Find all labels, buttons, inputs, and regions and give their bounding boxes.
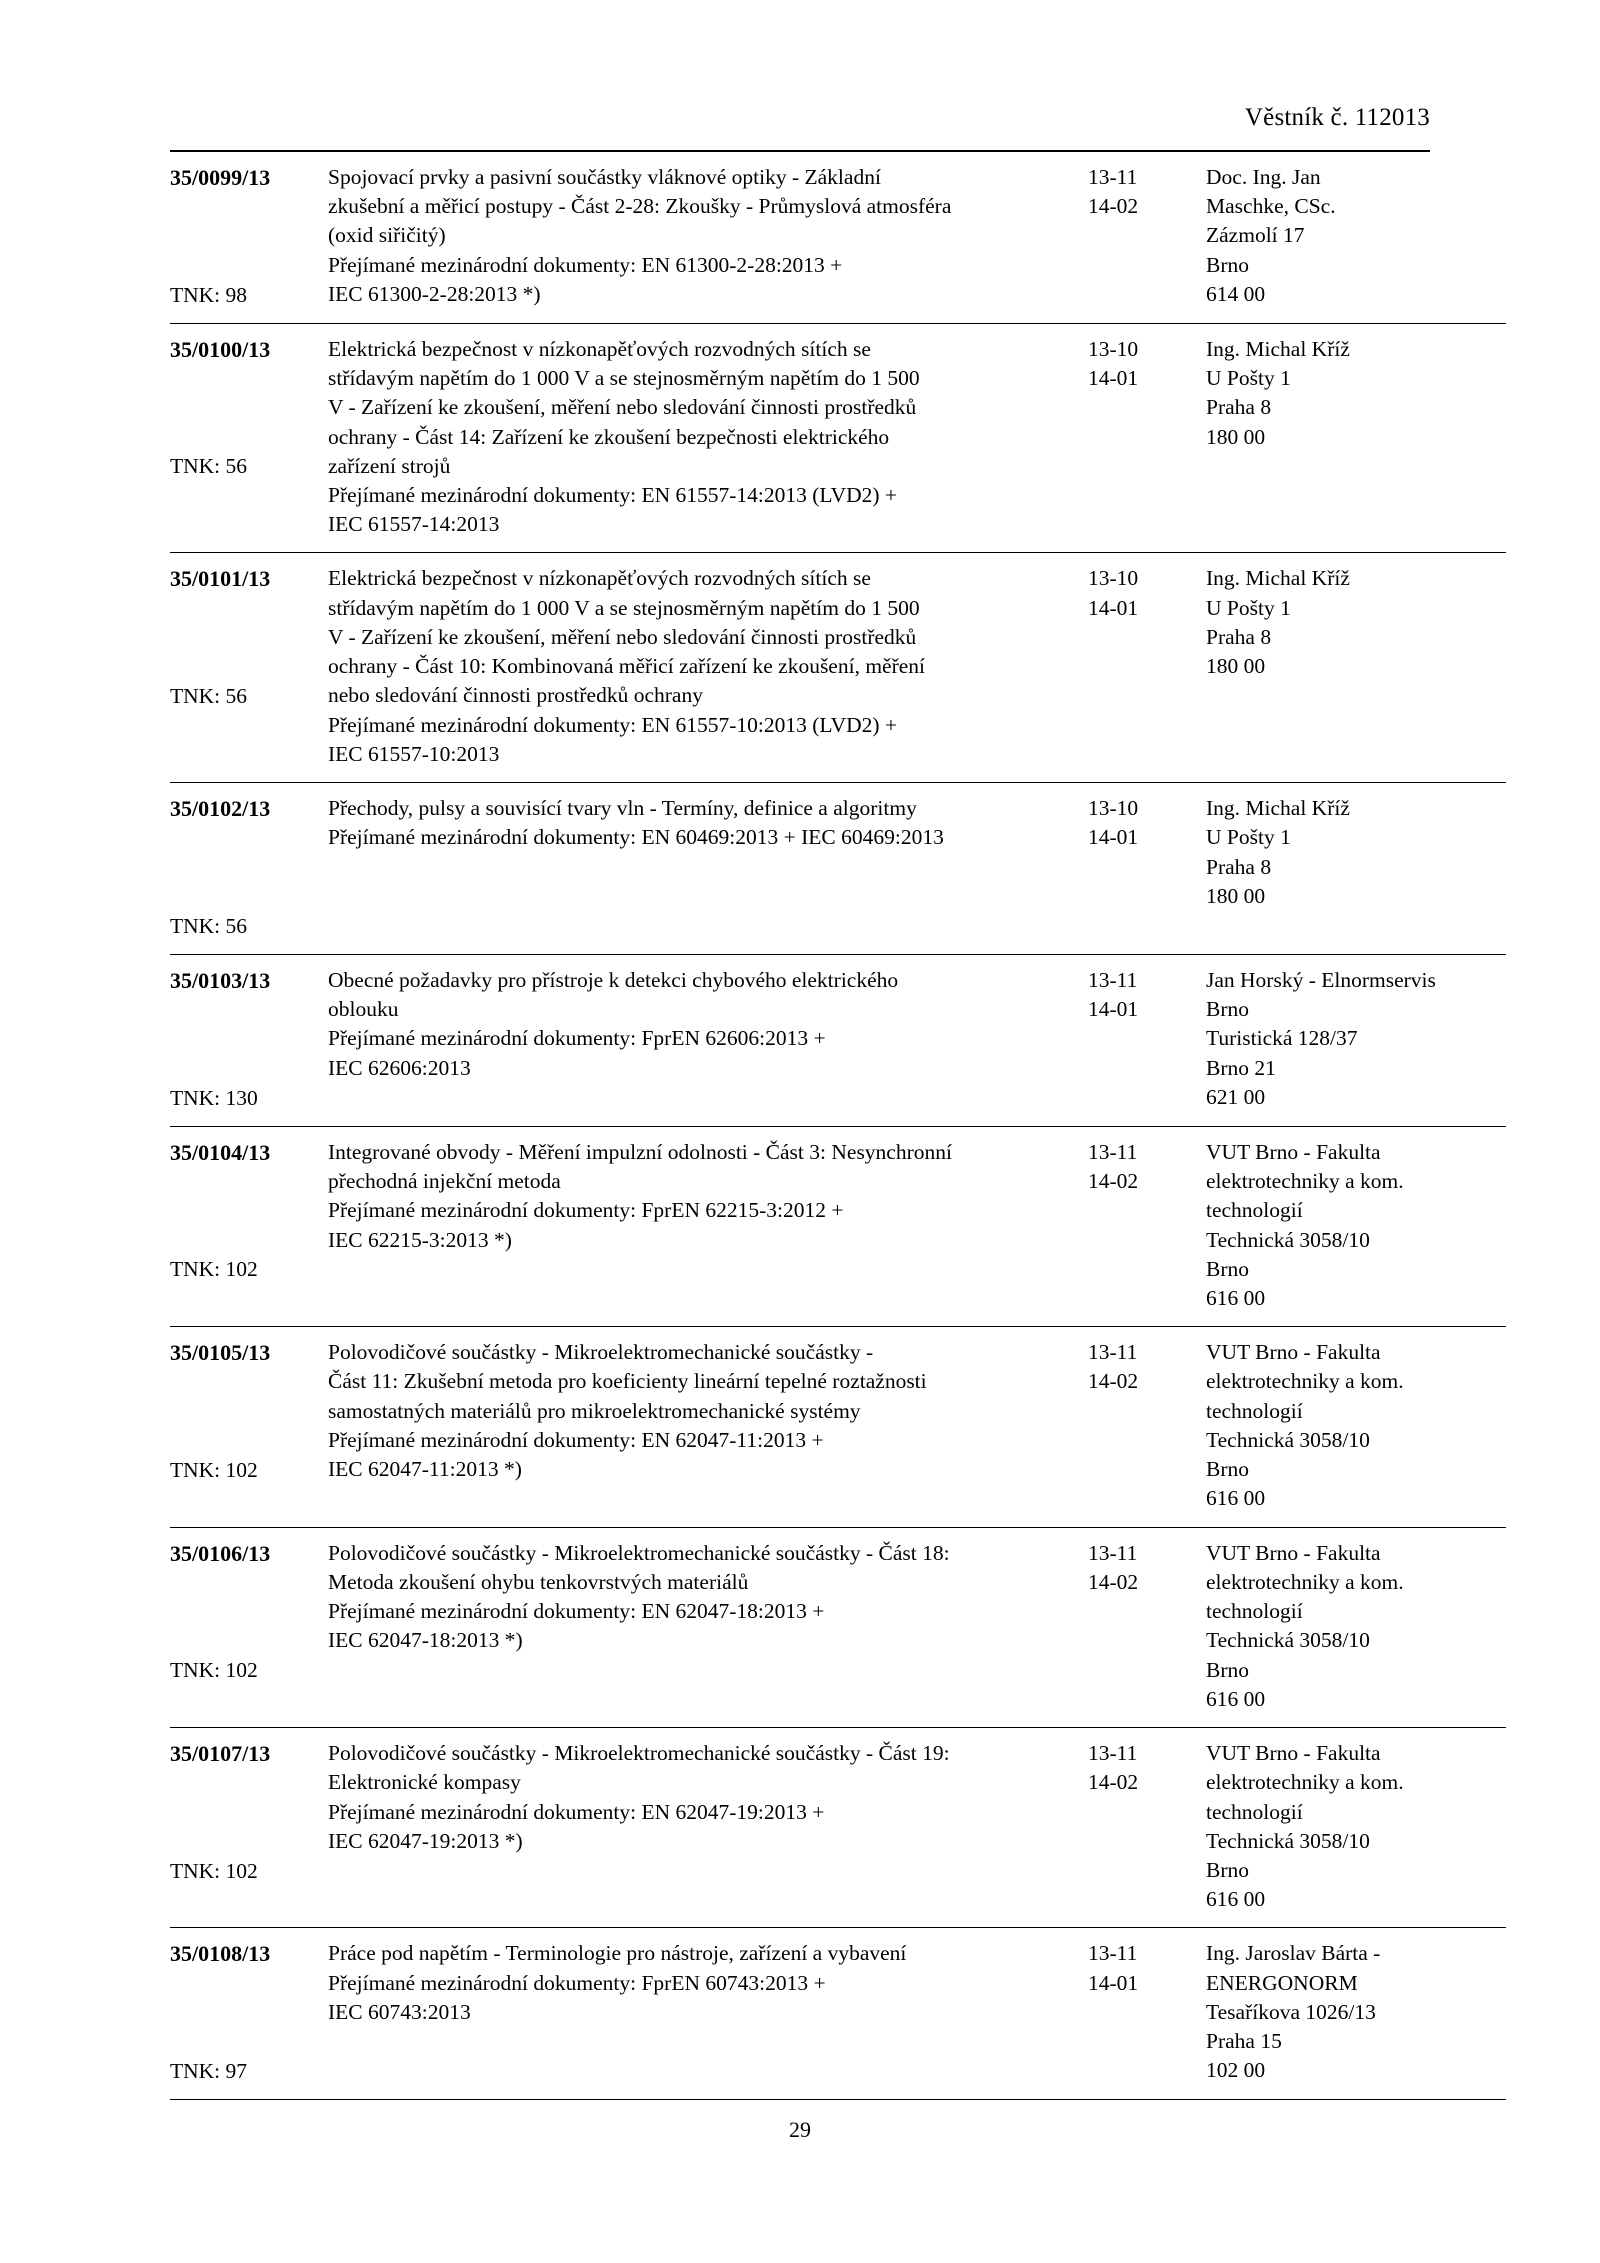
entry-contact-line: Brno [1206,1457,1249,1482]
entry-date: 14-02 [1088,1169,1139,1194]
entry-contact-line: 616 00 [1206,1887,1266,1912]
entry-title-line: Integrované obvody - Měření impulzní odolnosti - Část 3: Nesynchronní [328,1139,952,1164]
page-number: 29 [789,2117,811,2142]
entry-date: 14-02 [1088,194,1139,219]
standards-table-body [170,152,1506,2100]
spacer-line [170,824,328,853]
entry-dates-cell [1088,1928,1206,2100]
entry-contact-line: VUT Brno - Fakulta [1206,1741,1381,1766]
entry-code: 35/0100/13 [170,336,271,362]
entry-tnk: TNK: 56 [170,684,248,709]
entry-code-cell [170,1728,328,1928]
entry-contact-line: U Pošty 1 [1206,366,1291,391]
spacer-line [170,365,328,394]
spacer-line [170,222,328,251]
entry-contact-cell [1206,1928,1506,2100]
entry-dates-cell [1088,323,1206,553]
entry-date: 13-11 [1088,967,1138,992]
entry-code: 35/0102/13 [170,796,271,822]
entry-contact-cell [1206,1126,1506,1326]
spacer-line [170,1969,328,1998]
entry-dates-cell [1088,553,1206,783]
entry-contact-line: Brno 21 [1206,1055,1276,1080]
entry-tnk: TNK: 98 [170,282,248,307]
entry-title-line: IEC 62047-18:2013 *) [328,1628,523,1653]
table-row [170,783,1506,955]
entry-title-line: Polovodičové součástky - Mikroelektromechanické součástky - [328,1340,874,1365]
entry-tnk: TNK: 97 [170,2059,248,2084]
entry-contact-line: technologií [1206,1599,1303,1624]
entry-code-cell [170,152,328,323]
table-row [170,1327,1506,1527]
entry-title-line: Přejímané mezinárodní dokumenty: FprEN 62215-3:2012 + [328,1198,844,1223]
entry-contact-line: 616 00 [1206,1686,1266,1711]
spacer-line [170,1368,328,1397]
spacer-line [170,853,328,882]
entry-code: 35/0107/13 [170,1741,271,1767]
entry-contact-cell [1206,553,1506,783]
entry-contact-line: Zázmolí 17 [1206,223,1305,248]
entry-dates-cell [1088,954,1206,1126]
entry-contact-line: Brno [1206,997,1249,1022]
entry-code: 35/0106/13 [170,1540,271,1566]
entry-tnk: TNK: 56 [170,454,248,479]
entry-contact-line: 621 00 [1206,1084,1266,1109]
entry-date: 13-10 [1088,336,1139,361]
entry-contact-line: Brno [1206,1657,1249,1682]
entry-date: 14-02 [1088,1569,1139,1594]
entry-title-line: IEC 60743:2013 [328,1999,471,2024]
entry-title-line: IEC 62047-11:2013 *) [328,1457,522,1482]
entry-dates-cell [1088,783,1206,955]
table-row [170,553,1506,783]
entry-title-line: IEC 62215-3:2013 *) [328,1227,512,1252]
entry-title-line: Přejímané mezinárodní dokumenty: EN 62047-18:2013 + [328,1599,825,1624]
entry-date: 14-01 [1088,595,1139,620]
entry-date: 14-01 [1088,997,1139,1022]
entry-code-cell [170,1928,328,2100]
spacer-line [170,996,328,1025]
table-row [170,1527,1506,1727]
table-row [170,323,1506,553]
entry-title-cell [328,152,1088,323]
spacer-line [170,1025,328,1054]
entry-title-line: (oxid siřičitý) [328,223,446,248]
spacer-line [170,1168,328,1197]
entry-date: 13-11 [1088,1139,1138,1164]
entry-contact-line: Technická 3058/10 [1206,1828,1370,1853]
entry-contact-line: ENERGONORM [1206,1970,1358,1995]
entry-title-line: Spojovací prvky a pasivní součástky vláknové optiky - Základní [328,165,881,189]
entry-title-line: Přejímané mezinárodní dokumenty: EN 62047-19:2013 + [328,1799,825,1824]
entry-contact-line: 180 00 [1206,654,1266,679]
spacer-line [170,1769,328,1798]
spacer-line [170,423,328,452]
spacer-line [170,1798,328,1827]
entry-title-line: přechodná injekční metoda [328,1169,561,1194]
entry-contact-line: Technická 3058/10 [1206,1628,1370,1653]
entry-title-line: Přejímané mezinárodní dokumenty: FprEN 60743:2013 + [328,1970,826,1995]
entry-date: 13-10 [1088,566,1139,591]
entries-container [170,150,1436,2100]
entry-tnk: TNK: 130 [170,1085,258,1110]
entry-title-cell [328,783,1088,955]
entry-contact-line: elektrotechniky a kom. [1206,1569,1404,1594]
entry-contact-line: elektrotechniky a kom. [1206,1169,1404,1194]
spacer-line [170,1054,328,1083]
spacer-line [170,1598,328,1627]
entry-contact-cell [1206,783,1506,955]
entry-tnk: TNK: 102 [170,1257,258,1282]
entry-contact-line: 102 00 [1206,2058,1266,2083]
entry-title-cell [328,1327,1088,1527]
entry-code-cell [170,1126,328,1326]
entry-title-line: V - Zařízení ke zkoušení, měření nebo sledování činnosti prostředků [328,624,917,649]
entry-date: 13-11 [1088,1340,1138,1365]
entry-contact-line: 180 00 [1206,883,1266,908]
entry-title-line: IEC 61557-10:2013 [328,741,500,766]
entry-contact-line: 614 00 [1206,281,1266,306]
entry-dates-cell [1088,1327,1206,1527]
entry-title-line: IEC 61300-2-28:2013 *) [328,281,541,306]
entry-contact-line: Jan Horský - Elnormservis [1206,967,1436,992]
entry-title-line: Metoda zkoušení ohybu tenkovrstvých materiálů [328,1569,749,1594]
table-row [170,152,1506,323]
entry-tnk: TNK: 102 [170,1457,258,1482]
entry-date: 13-10 [1088,796,1139,821]
entry-title-line: Přejímané mezinárodní dokumenty: EN 62047-11:2013 + [328,1427,824,1452]
entry-contact-line: Brno [1206,1256,1249,1281]
spacer-line [170,1999,328,2028]
entry-title-line: IEC 61557-14:2013 [328,512,500,537]
entry-date: 14-02 [1088,1369,1139,1394]
entry-code-cell [170,323,328,553]
entry-tnk: TNK: 56 [170,913,248,938]
entry-dates-cell [1088,152,1206,323]
entry-contact-line: Brno [1206,1857,1249,1882]
table-row [170,1928,1506,2100]
entry-contact-line: Doc. Ing. Jan [1206,165,1321,189]
entry-contact-line: Ing. Michal Kříž [1206,796,1350,821]
entry-contact-line: technologií [1206,1398,1303,1423]
entry-code: 35/0105/13 [170,1340,271,1366]
entry-contact-cell [1206,1527,1506,1727]
page-footer [0,2117,1600,2143]
entry-title-line: samostatných materiálů pro mikroelektromechanické systémy [328,1398,861,1423]
entry-title-line: zkušební a měřicí postupy - Část 2-28: Zkoušky - Průmyslová atmosféra [328,194,952,219]
spacer-line [170,1627,328,1656]
entry-title-line: IEC 62047-19:2013 *) [328,1828,523,1853]
entry-title-line: Přejímané mezinárodní dokumenty: FprEN 62606:2013 + [328,1026,826,1051]
spacer-line [170,251,328,280]
entry-contact-line: technologií [1206,1799,1303,1824]
entry-title-line: IEC 62606:2013 [328,1055,471,1080]
entry-title-line: Práce pod napětím - Terminologie pro nástroje, zařízení a vybavení [328,1941,907,1966]
entry-contact-line: VUT Brno - Fakulta [1206,1540,1381,1565]
entry-title-line: oblouku [328,997,399,1022]
standards-table [170,152,1506,2100]
entry-contact-cell [1206,152,1506,323]
entry-tnk: TNK: 102 [170,1658,258,1683]
spacer-line [170,1226,328,1255]
entry-title-line: Přejímané mezinárodní dokumenty: EN 60469:2013 + IEC 60469:2013 [328,825,944,850]
entry-code: 35/0101/13 [170,566,271,592]
entry-title-cell [328,1928,1088,2100]
entry-date: 14-01 [1088,825,1139,850]
entry-title-line: ochrany - Část 14: Zařízení ke zkoušení bezpečnosti elektrického [328,424,890,449]
entry-title-line: střídavým napětím do 1 000 V a se stejnosměrným napětím do 1 500 [328,366,920,391]
entry-contact-line: Tesaříkova 1026/13 [1206,1999,1376,2024]
entry-contact-cell [1206,323,1506,553]
spacer-line [170,1569,328,1598]
entry-dates-cell [1088,1126,1206,1326]
spacer-line [170,394,328,423]
entry-date: 13-11 [1088,1540,1138,1565]
entry-contact-line: VUT Brno - Fakulta [1206,1340,1381,1365]
entry-code: 35/0103/13 [170,967,271,993]
spacer-line [170,624,328,653]
entry-contact-cell [1206,954,1506,1126]
entry-contact-cell [1206,1327,1506,1527]
entry-contact-line: Maschke, CSc. [1206,194,1336,219]
entry-contact-line: Ing. Michal Kříž [1206,336,1350,361]
entry-title-line: Přejímané mezinárodní dokumenty: EN 61557-14:2013 (LVD2) + [328,483,898,508]
entry-contact-line: elektrotechniky a kom. [1206,1770,1404,1795]
entry-contact-line: Praha 8 [1206,395,1272,420]
entry-contact-line: 180 00 [1206,424,1266,449]
entry-title-cell [328,1728,1088,1928]
entry-title-line: Elektrická bezpečnost v nízkonapěťových rozvodných sítích se [328,566,871,591]
entry-contact-line: Praha 8 [1206,854,1272,879]
entry-date: 13-11 [1088,1741,1138,1766]
entry-title-line: Přejímané mezinárodní dokumenty: EN 61300-2-28:2013 + [328,252,843,277]
entry-contact-line: Turistická 128/37 [1206,1026,1358,1051]
spacer-line [170,594,328,623]
entry-code-cell [170,954,328,1126]
entry-date: 13-11 [1088,165,1138,189]
entry-contact-line: Praha 15 [1206,2029,1282,2054]
spacer-line [170,193,328,222]
entry-contact-line: Technická 3058/10 [1206,1427,1370,1452]
entry-contact-line: technologií [1206,1198,1303,1223]
entry-contact-line: 616 00 [1206,1486,1266,1511]
entry-contact-line: elektrotechniky a kom. [1206,1369,1404,1394]
entry-tnk: TNK: 102 [170,1858,258,1883]
entry-title-line: Polovodičové součástky - Mikroelektromechanické součástky - Část 18: [328,1540,950,1565]
entry-title-line: ochrany - Část 10: Kombinovaná měřicí zařízení ke zkoušení, měření [328,654,926,679]
entry-code-cell [170,553,328,783]
entry-contact-line: U Pošty 1 [1206,595,1291,620]
entry-code-cell [170,1527,328,1727]
entry-contact-line: Brno [1206,252,1249,277]
entry-contact-line: U Pošty 1 [1206,825,1291,850]
entry-title-line: nebo sledování činnosti prostředků ochrany [328,683,703,708]
entry-title-line: Elektronické kompasy [328,1770,521,1795]
bulletin-title: Věstník č. 112013 [1244,104,1430,131]
entry-contact-line: VUT Brno - Fakulta [1206,1139,1381,1164]
entry-title-line: Přejímané mezinárodní dokumenty: EN 61557-10:2013 (LVD2) + [328,712,898,737]
entry-title-cell [328,954,1088,1126]
page-header [0,0,1600,132]
entry-contact-line: Praha 8 [1206,624,1272,649]
entry-contact-line: 616 00 [1206,1285,1266,1310]
entry-code: 35/0099/13 [170,165,271,190]
entry-contact-line: Ing. Michal Kříž [1206,566,1350,591]
entry-title-line: Polovodičové součástky - Mikroelektromechanické součástky - Část 19: [328,1741,950,1766]
entry-code: 35/0104/13 [170,1139,271,1165]
entry-date: 14-01 [1088,1970,1139,1995]
entry-title-line: střídavým napětím do 1 000 V a se stejnosměrným napětím do 1 500 [328,595,920,620]
entry-contact-line: Technická 3058/10 [1206,1227,1370,1252]
entry-date: 13-11 [1088,1941,1138,1966]
entry-date: 14-01 [1088,366,1139,391]
entry-title-line: Obecné požadavky pro přístroje k detekci chybového elektrického [328,967,899,992]
entry-title-line: Elektrická bezpečnost v nízkonapěťových rozvodných sítích se [328,336,871,361]
entry-code: 35/0108/13 [170,1941,271,1967]
spacer-line [170,653,328,682]
table-row [170,1126,1506,1326]
entry-title-cell [328,1527,1088,1727]
entry-code-cell [170,783,328,955]
entry-contact-cell [1206,1728,1506,1928]
entry-dates-cell [1088,1728,1206,1928]
entry-title-line: V - Zařízení ke zkoušení, měření nebo sledování činnosti prostředků [328,395,917,420]
entry-code-cell [170,1327,328,1527]
entry-title-line: Přechody, pulsy a souvisící tvary vln - Termíny, definice a algoritmy [328,796,917,821]
entry-title-line: Část 11: Zkušební metoda pro koeficienty lineární tepelné roztažnosti [328,1369,927,1394]
entry-title-cell [328,1126,1088,1326]
entry-dates-cell [1088,1527,1206,1727]
spacer-line [170,1427,328,1456]
spacer-line [170,1397,328,1426]
spacer-line [170,883,328,912]
entry-title-cell [328,323,1088,553]
entry-title-line: zařízení strojů [328,453,451,478]
spacer-line [170,1197,328,1226]
entry-title-cell [328,553,1088,783]
spacer-line [170,2028,328,2057]
spacer-line [170,1827,328,1856]
table-row [170,1728,1506,1928]
entry-contact-line: Ing. Jaroslav Bárta - [1206,1941,1381,1966]
table-row [170,954,1506,1126]
entry-date: 14-02 [1088,1770,1139,1795]
